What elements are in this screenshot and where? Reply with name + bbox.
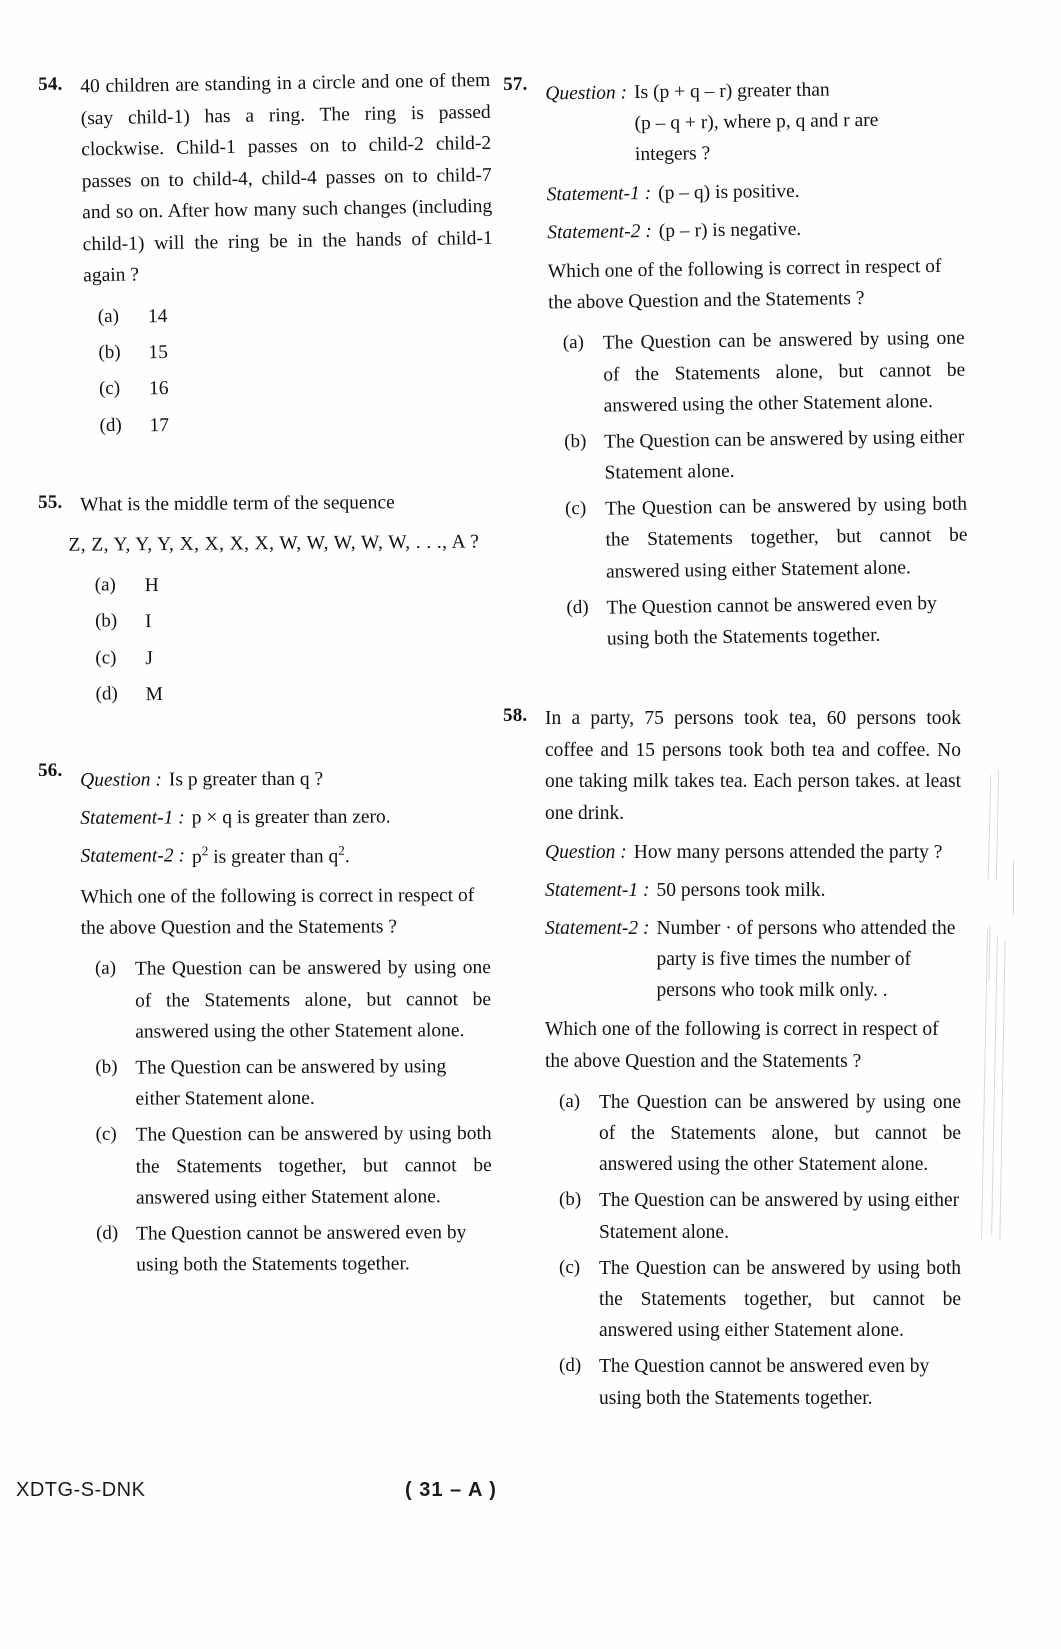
option-letter: (a) [559,1090,581,1112]
statement-2-label: Statement-2 : [80,845,185,867]
option-row-d[interactable] [552,587,969,655]
option-text: The Question can be answered by using one of the Statements alone, but cannot be answered using the other Statement alone. [599,1091,961,1176]
question-stem: 40 children are standing in a circle and one of them (say child-1) has a ring. The ring is passed clockwise. Child-1 passes on to child-2 child-2 passes on to child-4, child-4 passes on to child-7 and so on. After how many such changes (including child-1) will the ring be in the hands of child-1 again ? [80,69,493,287]
option-value: J [145,647,154,669]
statement-2-tail: . [344,846,350,868]
question-number: 58. [503,705,528,727]
statement-2-base: p [191,846,202,868]
statement-1 [80,801,490,834]
statement-2 [545,913,961,1007]
paper-code: XDTG-S-DNK [16,1479,146,1501]
option-text: The Question cannot be answered even by using both the Statements together. [599,1356,930,1409]
statement-2-text: (p – r) is negative. [658,218,802,242]
question-prompt-label: Question : [545,82,628,105]
statement-1-text: p × q is greater than zero. [191,806,391,829]
option-row[interactable] [84,296,494,334]
question-prompt-line-1: Is (p + q – r) greater than [633,79,830,104]
option-row-c[interactable] [545,1253,961,1347]
option-letter: (c) [564,498,587,520]
statement-1-label: Statement-1 : [545,879,650,901]
option-value: I [144,611,152,633]
option-text: The Question can be answered by using either Statement alone. [599,1190,960,1243]
option-letter: (c) [98,378,121,400]
option-text: The Question cannot be answered even by using both the Statements together. [606,592,937,650]
option-value: 16 [148,378,169,400]
left-column [0,69,500,1439]
option-row[interactable] [81,640,491,674]
question-number: 57. [503,73,528,95]
option-row[interactable] [85,368,495,406]
option-letter: (b) [95,1056,118,1078]
question-58 [503,703,961,1419]
option-row[interactable] [81,604,491,638]
option-text: The Question can be answered by using both the Statements together, but cannot be answered using either Statement alone. [599,1257,961,1342]
option-value: 17 [149,414,170,436]
option-row-c[interactable] [82,1118,492,1213]
question-prompt-line-3: integers ? [634,143,711,166]
option-letter: (a) [562,332,585,354]
sequence-text: Z, Z, Y, Y, Y, X, X, X, X, W, W, W, W, W, . . ., A ? [68,530,480,556]
statement-1 [546,173,962,210]
question-number: 56. [38,759,63,781]
option-row[interactable] [81,567,491,601]
option-letter: (d) [99,414,122,436]
question-55 [38,486,492,715]
options-list [81,567,492,710]
question-prompt [545,73,962,172]
statement-2-text [192,839,491,873]
option-value: M [145,683,164,705]
question-57 [503,66,969,662]
question-prompt-label: Question : [545,841,627,863]
option-row-d[interactable] [82,1217,492,1281]
question-prompt-text [634,73,962,171]
question-prompt-line-2: (p – q + r), where p, q and r are [634,109,879,135]
statement-1 [545,875,961,906]
statement-2-exponent: 2 [201,843,209,859]
option-letter: (d) [96,1222,119,1244]
statement-2-label: Statement-2 : [547,220,652,244]
option-text: The Question can be answered by using one of the Statements alone, but cannot be answered using the other Statement alone. [134,957,492,1043]
options-list [545,1087,961,1414]
question-number: 54. [38,73,63,95]
option-row-c[interactable] [551,489,968,588]
option-row-d[interactable] [545,1351,961,1413]
option-letter: (d) [559,1355,582,1377]
option-text: The Question can be answered by using either Statement alone. [135,1055,447,1110]
lead-in-text: Which one of the following is correct in respect of the above Question and the Statements ? [80,884,475,939]
option-row[interactable] [84,332,494,370]
option-letter: (d) [566,596,589,618]
spacer [503,681,961,703]
statement-2-exponent-2: 2 [338,842,345,858]
option-value: 15 [148,342,169,364]
lead-in-text: Which one of the following is correct in respect of the above Question and the Statements ? [547,255,942,314]
option-letter: (c) [95,1123,117,1145]
options-list [84,296,496,442]
option-text: The Question can be answered by using one of the Statements alone, but cannot be answered using the other Statement alone. [602,327,966,417]
option-letter: (b) [564,430,587,453]
option-row-a[interactable] [549,323,966,422]
option-letter: (c) [95,646,117,668]
statement-2-text: Number · of persons who attended the party is five times the number of persons who took milk only. . [656,917,956,1002]
question-stem: What is the middle term of the sequence [80,491,395,516]
option-letter: (a) [97,305,120,328]
option-row-a[interactable] [545,1087,961,1181]
lead-in-text: Which one of the following is correct in respect of the above Question and the Statements ? [545,1019,939,1072]
question-prompt-text: Is p greater than q ? [168,768,324,791]
question-stem: In a party, 75 persons took tea, 60 persons took coffee and 15 persons took both tea and coffee. No one taking milk takes tea. Each person takes. at least one drink. [545,708,961,824]
option-value: H [144,575,159,597]
question-number: 55. [38,491,63,513]
option-letter: (b) [98,341,121,364]
question-prompt [80,763,490,796]
option-row-a[interactable] [81,952,491,1047]
option-row[interactable] [81,676,491,710]
statement-1-text: (p – q) is positive. [658,180,800,204]
statement-1-label: Statement-1 : [80,807,185,829]
option-row-b[interactable] [81,1051,491,1115]
right-column [500,72,1061,1439]
question-prompt-label: Question : [80,769,162,791]
option-value: 14 [147,306,168,328]
option-letter: (c) [559,1256,581,1278]
question-prompt [545,837,961,868]
option-letter: (b) [94,610,118,632]
statement-2 [547,211,963,248]
statement-1-label: Statement-1 : [546,182,652,205]
two-column-layout [0,69,1061,1439]
question-prompt-text: How many persons attended the party ? [633,841,943,863]
statement-2 [80,839,490,873]
option-row[interactable] [85,404,495,442]
option-letter: (a) [94,957,117,979]
option-letter: (b) [559,1189,582,1211]
options-list [81,952,492,1281]
page-number: ( 31 – A ) [405,1479,497,1501]
option-letter: (d) [95,682,118,705]
option-text: The Question can be answered by using both the Statements together, but cannot be answered using either Statement alone. [604,493,968,583]
question-54 [38,65,496,448]
option-text: The Question can be answered by using either Statement alone. [604,426,965,484]
option-row-b[interactable] [545,1185,961,1247]
option-letter: (a) [94,574,116,596]
option-text: The Question cannot be answered even by using both the Statements together. [136,1221,467,1276]
statement-1-text: 50 persons took milk. [656,879,826,901]
statement-2-label: Statement-2 : [545,917,650,939]
statement-2-middle: is greater than q [208,846,339,868]
spacer [38,736,490,758]
options-list [549,323,970,656]
question-56 [38,756,492,1286]
option-row-b[interactable] [550,421,967,489]
option-text: The Question can be answered by using both the Statements together, but cannot be answered using either Statement alone. [135,1123,492,1209]
